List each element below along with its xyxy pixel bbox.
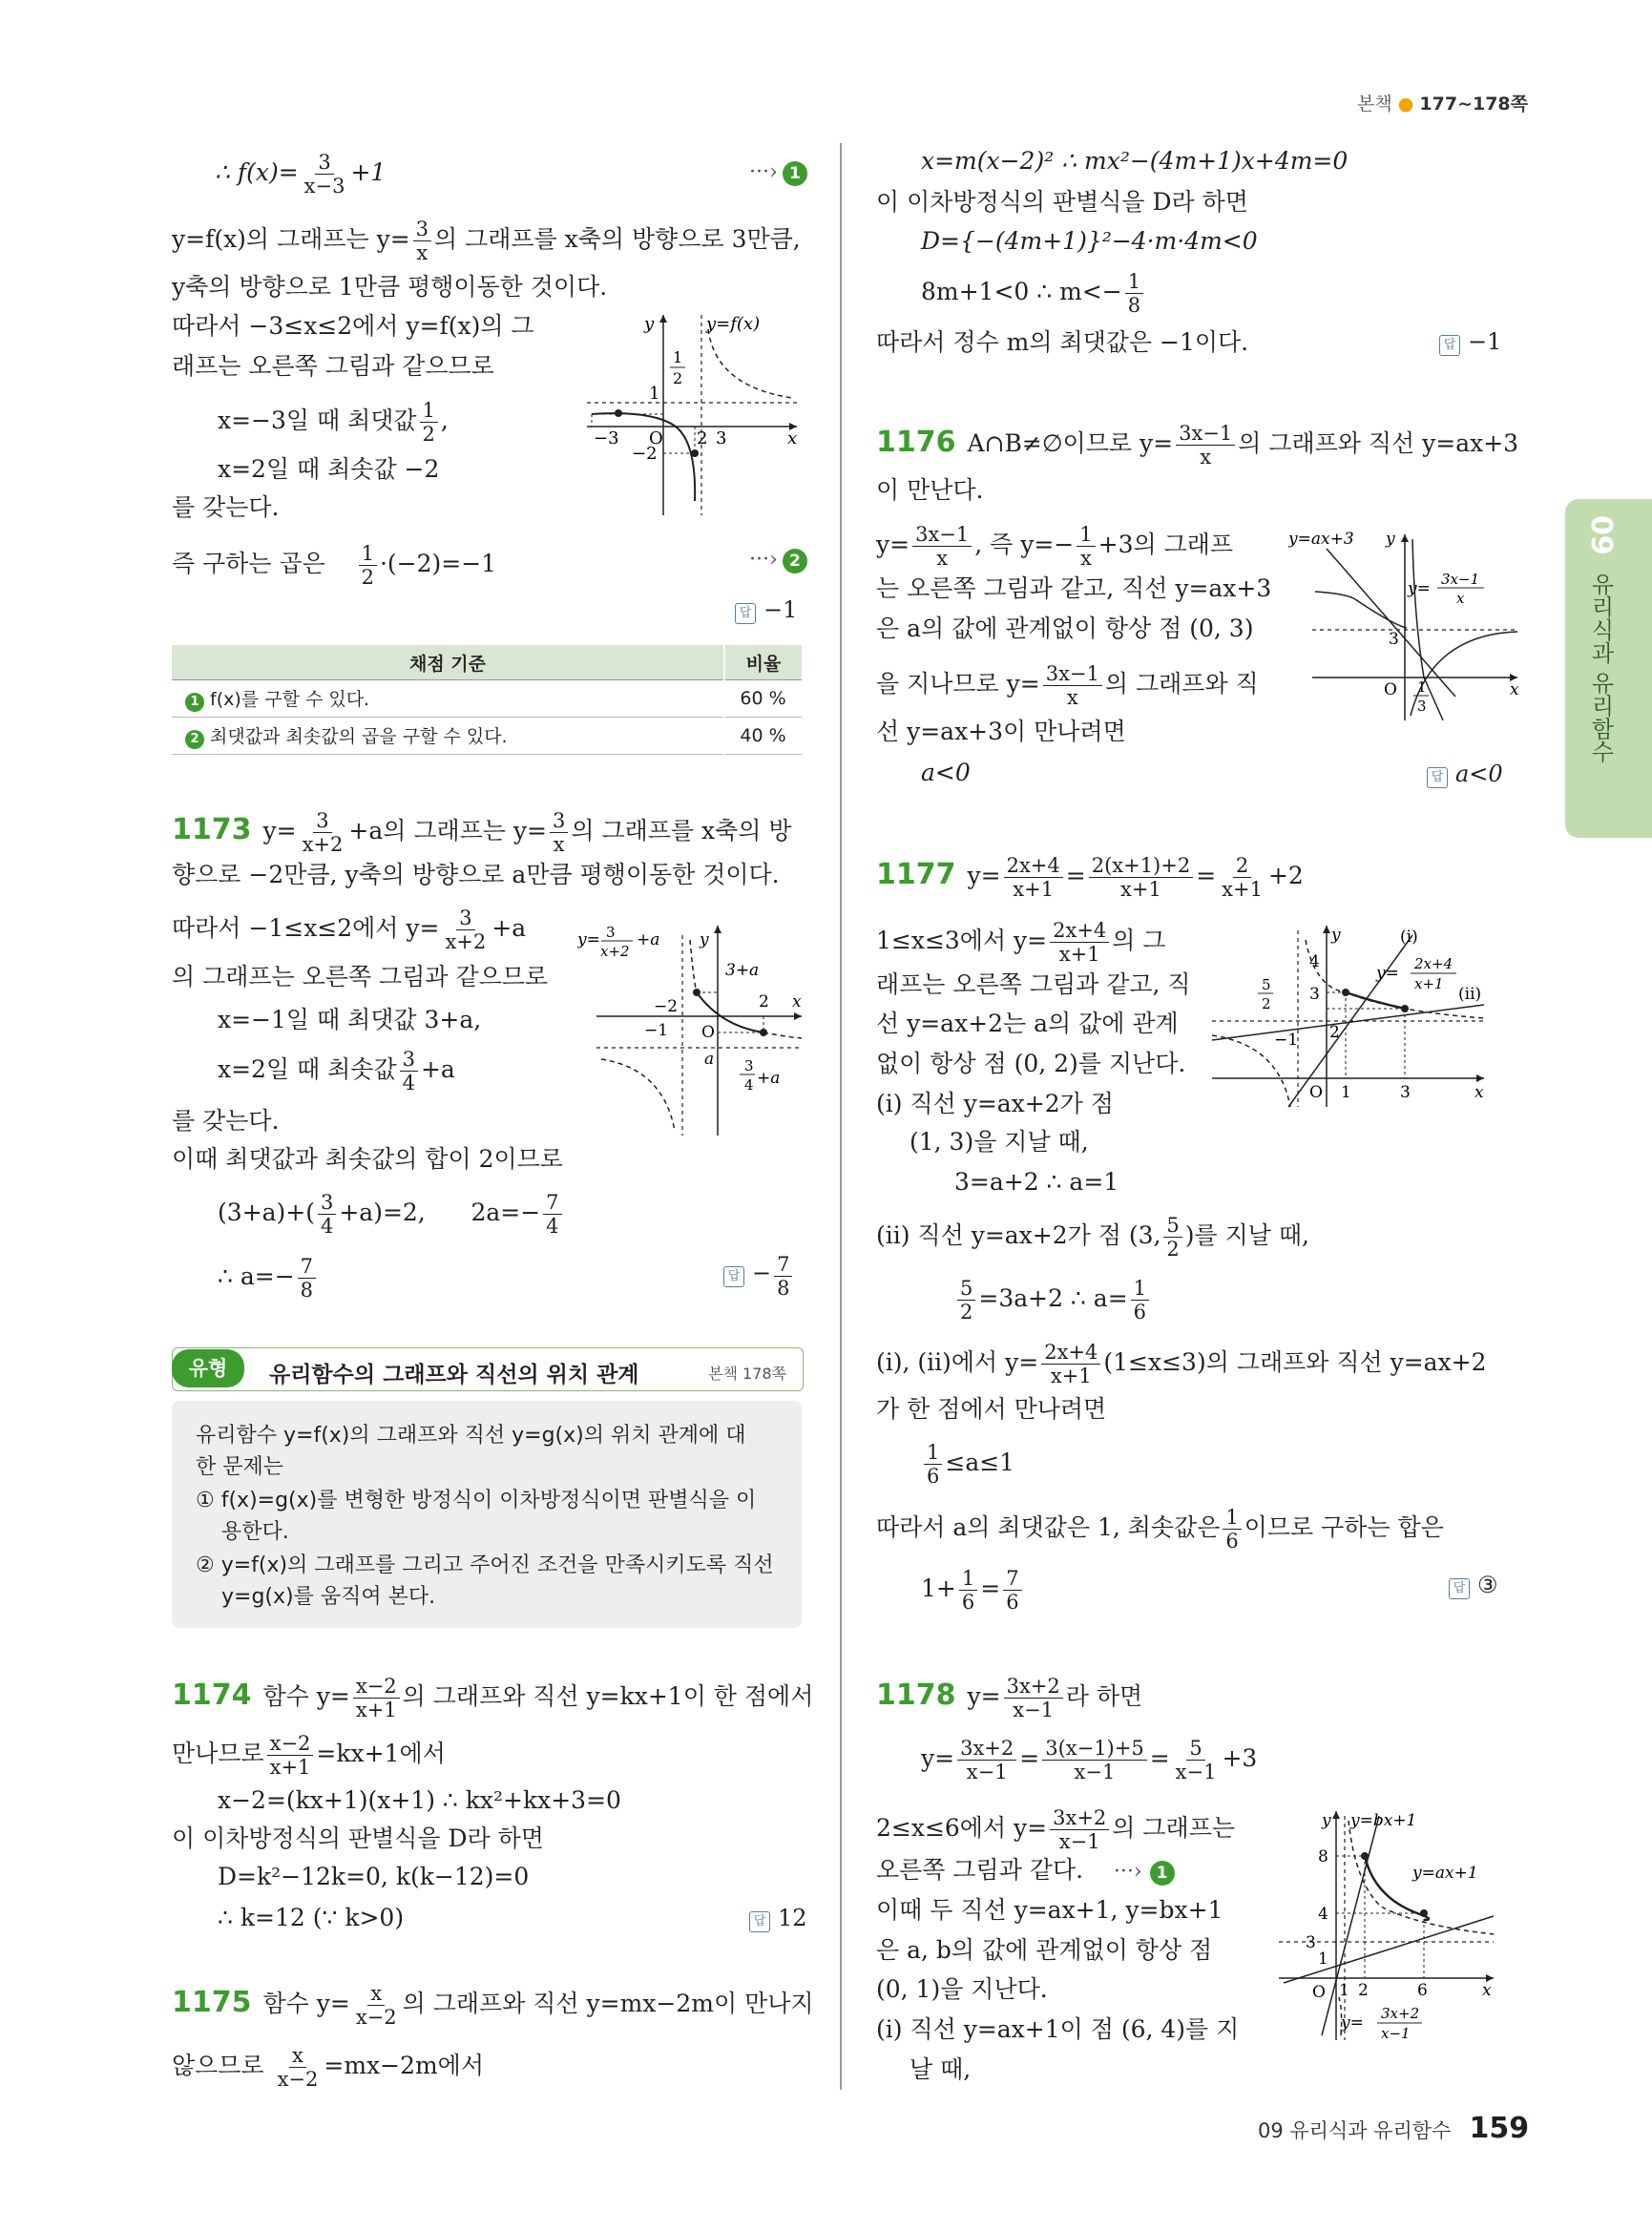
svg-text:2: 2 xyxy=(673,369,683,387)
text-line: 따라서 a의 최댓값은 1, 최솟값은 $\frac{1}{6}$ 이므로 구하는 합은 xyxy=(876,1506,1444,1553)
svg-text:y=: y= xyxy=(1408,579,1431,598)
text-line: 이 이차방정식의 판별식을 D라 하면 xyxy=(876,188,1248,216)
text-line: 따라서 정수 m의 최댓값은 −1이다. xyxy=(876,328,1249,356)
svg-text:−3: −3 xyxy=(594,428,619,448)
text-line: 래프는 오른쪽 그림과 같으므로 xyxy=(172,352,494,380)
svg-text:2: 2 xyxy=(759,992,769,1011)
svg-text:x: x xyxy=(787,428,798,448)
text-line: ∴ k=12 (∵ k>0) xyxy=(218,1904,405,1931)
text-line: 이때 최댓값과 최솟값의 합이 2이므로 xyxy=(172,1145,563,1173)
answer: 답 − $\frac{7}{8}$ xyxy=(723,1253,795,1300)
answer: 답 a<0 xyxy=(1427,761,1503,788)
answer: 답 −1 xyxy=(735,596,797,624)
problem-1176: 1176 A∩B≠∅이므로 y= $\frac{3x-1}{x}$ 의 그래프와 직선 y=ax+3 xyxy=(876,422,1519,469)
svg-text:x: x xyxy=(1474,1083,1484,1102)
answer-icon: 답 xyxy=(1439,335,1460,356)
svg-text:1: 1 xyxy=(1417,678,1427,696)
svg-text:3: 3 xyxy=(744,1057,754,1074)
svg-text:(ii): (ii) xyxy=(1458,985,1482,1004)
text-line: a<0 xyxy=(921,759,971,786)
svg-text:1: 1 xyxy=(673,348,683,366)
svg-text:x: x xyxy=(1482,1981,1492,2000)
svg-text:4: 4 xyxy=(1309,952,1320,971)
svg-text:−1: −1 xyxy=(1274,1031,1299,1050)
svg-text:x+2: x+2 xyxy=(600,943,630,960)
svg-text:y=: y= xyxy=(1376,964,1399,983)
svg-text:3+a: 3+a xyxy=(725,961,760,980)
text-line: 가 한 점에서 만나려면 xyxy=(876,1395,1107,1423)
text-line: 이 만난다. xyxy=(876,476,984,504)
svg-text:y: y xyxy=(1322,1811,1331,1830)
column-divider xyxy=(840,143,842,2090)
svg-text:O: O xyxy=(1309,1083,1323,1102)
svg-text:x−1: x−1 xyxy=(1381,2025,1411,2042)
graph-1177 xyxy=(1202,921,1489,1112)
svg-text:+a: +a xyxy=(757,1069,781,1088)
step-marker-1: 1 xyxy=(1150,1861,1175,1886)
svg-text:2: 2 xyxy=(1262,995,1271,1012)
type-16-ref: 본책 178쪽 xyxy=(708,1365,786,1383)
page-number: 159 xyxy=(1469,2112,1530,2145)
svg-text:6: 6 xyxy=(1417,1981,1428,2000)
text-line: 를 갖는다. xyxy=(172,1107,280,1135)
table-row: 2 최댓값과 최솟값의 곱을 구할 수 있다. 40 % xyxy=(172,718,802,755)
header-pages: 177~178쪽 xyxy=(1419,94,1529,115)
text-line: x=2일 때 최솟값 −2 xyxy=(218,455,440,483)
svg-text:2: 2 xyxy=(697,428,708,448)
text-line: (0, 1)을 지난다. xyxy=(876,1975,1048,2003)
text-line: 1≤x≤3에서 y= $\frac{2x+4}{x+1}$ 의 그 xyxy=(876,919,1166,966)
text-line: D={−(4m+1)}²−4·m·4m<0 xyxy=(921,227,1258,255)
header-dot-icon: ● xyxy=(1397,94,1414,115)
text-line: 유리함수 y=f(x)의 그래프와 직선 y=g(x)의 위치 관계에 대 xyxy=(196,1424,746,1448)
text-line: 1+ $\frac{1}{6}$ = $\frac{7}{6}$ xyxy=(921,1567,1025,1614)
svg-text:O: O xyxy=(1312,1983,1326,2002)
text-line: $\frac{1}{6}$ ≤a≤1 xyxy=(921,1441,1014,1488)
text-line: 이 이차방정식의 판별식을 D라 하면 xyxy=(172,1824,544,1852)
step-marker-2: ···› 2 xyxy=(749,548,807,573)
answer-icon: 답 xyxy=(723,1266,744,1287)
text-line: 이때 두 직선 y=ax+1, y=bx+1 xyxy=(876,1896,1223,1924)
svg-text:5: 5 xyxy=(1262,976,1271,993)
svg-text:y: y xyxy=(1386,530,1395,549)
answer-icon: 답 xyxy=(749,1911,770,1932)
svg-text:y=: y= xyxy=(1341,2013,1364,2033)
type-16-badge: 유형 xyxy=(172,1349,244,1387)
svg-text:y=bx+1: y=bx+1 xyxy=(1350,1811,1417,1830)
text-line: ② y=f(x)의 그래프를 그리고 주어진 조건을 만족시키도록 직선 xyxy=(196,1553,774,1577)
svg-text:y: y xyxy=(700,930,709,949)
text-line: x=−1일 때 최댓값 3+a, xyxy=(218,1006,482,1033)
text-line: (i) 직선 y=ax+2가 점 xyxy=(876,1090,1114,1117)
svg-text:2x+4: 2x+4 xyxy=(1414,955,1453,972)
text-line: 은 a의 값에 관계없이 항상 점 (0, 3) xyxy=(876,615,1254,642)
problem-1173: 1173 y= $\frac{3}{x+2}$ +a의 그래프는 y= $\frac{3}{x}$ 의 그래프를 x축의 방 xyxy=(172,809,792,856)
text-line: y=g(x)를 움직여 본다. xyxy=(221,1585,436,1609)
text-line: ① f(x)=g(x)를 변형한 방정식이 이차방정식이면 판별식을 이 xyxy=(196,1489,757,1512)
header-book: 본책 xyxy=(1357,94,1392,115)
svg-text:1: 1 xyxy=(649,384,660,404)
svg-text:y=ax+3: y=ax+3 xyxy=(1288,530,1354,549)
text-line: 날 때, xyxy=(910,2055,972,2083)
svg-text:1: 1 xyxy=(1318,1950,1328,1969)
text-line: $\frac{5}{2}$ =3a+2 ∴ a= $\frac{1}{6}$ xyxy=(954,1277,1152,1324)
table-header-ratio: 비율 xyxy=(724,645,802,680)
answer-icon: 답 xyxy=(735,603,756,624)
text-line: (1, 3)을 지날 때, xyxy=(910,1128,1089,1156)
svg-text:3x+2: 3x+2 xyxy=(1381,2005,1420,2022)
svg-text:−2: −2 xyxy=(632,444,658,464)
svg-text:x: x xyxy=(1456,590,1465,607)
svg-text:a: a xyxy=(704,1050,715,1069)
svg-text:1: 1 xyxy=(1341,1083,1351,1102)
chapter-tab-number: 09 xyxy=(1584,515,1618,555)
text-line: 즉 구하는 곱은 $\frac{1}{2}$ ·(−2)=−1 xyxy=(172,542,497,589)
svg-text:y=ax+1: y=ax+1 xyxy=(1412,1864,1478,1883)
text-line: 따라서 −1≤x≤2에서 y= $\frac{3}{x+2}$ +a xyxy=(172,907,527,953)
text-line: 만나므로 $\frac{x-2}{x+1}$ =kx+1에서 xyxy=(172,1732,446,1779)
text-line: 8m+1<0 ∴ m<− $\frac{1}{8}$ xyxy=(921,270,1146,317)
text-line: 2≤x≤6에서 y= $\frac{3x+2}{x-1}$ 의 그래프는 xyxy=(876,1806,1235,1853)
text-line: (3+a)+( $\frac{3}{4}$ +a)=2, 2a=− $\frac{7}{4}$ xyxy=(218,1191,565,1238)
chapter-tab-title: 유리식과 유리함수 xyxy=(1587,573,1614,763)
text-line: ∴ f(x)= $\frac{3}{x-3}$ +1 xyxy=(215,151,387,198)
text-line: x−2=(kx+1)(x+1) ∴ kx²+kx+3=0 xyxy=(218,1786,621,1814)
problem-1175: 1175 함수 y= $\frac{x}{x-2}$ 의 그래프와 직선 y=mx−2m이 만나지 xyxy=(172,1982,814,2029)
svg-text:8: 8 xyxy=(1318,1847,1328,1866)
svg-text:x+1: x+1 xyxy=(1414,975,1444,992)
page-footer xyxy=(1258,2112,1529,2145)
text-line: (i) 직선 y=ax+1이 점 (6, 4)를 지 xyxy=(876,2015,1240,2043)
problem-1174: 1174 함수 y= $\frac{x-2}{x+1}$ 의 그래프와 직선 y=kx+1이 한 점에서 xyxy=(172,1675,814,1721)
svg-text:3: 3 xyxy=(1306,1933,1316,1952)
problem-1177: 1177 y= $\frac{2x+4}{x+1}$ = $\frac{2(x+1)+2}{x+1}$ = $\frac{2}{x+1}$ +2 xyxy=(876,854,1304,901)
answer: 답 −1 xyxy=(1439,328,1501,356)
svg-text:O: O xyxy=(701,1023,715,1042)
svg-text:2: 2 xyxy=(1329,1023,1340,1042)
text-line: y= $\frac{3x-1}{x}$ , 즉 y=− $\frac{1}{x}$ +3의 그래프 xyxy=(876,523,1234,570)
text-line: 않으므로 $\frac{x}{x-2}$ =mx−2m에서 xyxy=(172,2044,484,2091)
svg-text:+a: +a xyxy=(637,930,660,949)
svg-text:O: O xyxy=(1384,680,1397,699)
text-line: 는 오른쪽 그림과 같고, 직선 y=ax+3 xyxy=(876,574,1272,602)
footer-chapter: 09 유리식과 유리함수 xyxy=(1258,2119,1452,2142)
text-line: ∴ a=− $\frac{7}{8}$ xyxy=(218,1255,319,1302)
svg-text:(i): (i) xyxy=(1400,928,1418,947)
text-line: 없이 항상 점 (0, 2)를 지난다. xyxy=(876,1050,1186,1077)
text-line: D=k²−12k=0, k(k−12)=0 xyxy=(218,1863,530,1890)
svg-text:3: 3 xyxy=(606,924,616,941)
graph-1176 xyxy=(1288,525,1522,725)
page-header xyxy=(1357,90,1528,115)
text-line: y=f(x)의 그래프는 y= $\frac{3}{x}$ 의 그래프를 x축의 방향으로 3만큼, xyxy=(172,218,801,264)
text-line: 래프는 오른쪽 그림과 같고, 직 xyxy=(876,970,1191,998)
svg-text:O: O xyxy=(649,428,663,448)
svg-text:3: 3 xyxy=(716,428,727,448)
step-marker-1: ···› 1 xyxy=(749,160,807,186)
svg-text:4: 4 xyxy=(1318,1905,1328,1924)
table-row: 1 f(x)를 구할 수 있다. 60 % xyxy=(172,680,802,718)
text-line: x=2일 때 최솟값 $\frac{3}{4}$ +a xyxy=(218,1048,455,1095)
svg-text:3: 3 xyxy=(1400,1083,1411,1102)
graph-1178 xyxy=(1274,1806,1498,2045)
svg-text:−2: −2 xyxy=(654,997,679,1016)
answer: 답 ③ xyxy=(1449,1572,1498,1599)
text-line: x=−3일 때 최댓값 $\frac{1}{2}$ , xyxy=(218,399,449,446)
problem-1178: 1178 y= $\frac{3x+2}{x-1}$ 라 하면 xyxy=(876,1675,1143,1721)
svg-text:4: 4 xyxy=(744,1076,754,1094)
svg-text:x: x xyxy=(792,992,802,1011)
svg-text:3: 3 xyxy=(1309,985,1320,1004)
text-line: 은 a, b의 값에 관계없이 항상 점 xyxy=(876,1936,1213,1964)
graph-1173 xyxy=(577,916,806,1140)
text-line: 선 y=ax+3이 만나려면 xyxy=(876,718,1126,745)
text-line: 용한다. xyxy=(221,1520,289,1544)
table-header-criteria: 채점 기준 xyxy=(172,645,724,680)
grading-table xyxy=(172,645,802,755)
svg-text:3x−1: 3x−1 xyxy=(1441,571,1480,588)
svg-text:y=f(x): y=f(x) xyxy=(706,314,761,334)
answer: 답 12 xyxy=(749,1905,807,1932)
svg-text:2: 2 xyxy=(1358,1981,1369,2000)
text-line: 선 y=ax+2는 a의 값에 관계 xyxy=(876,1010,1179,1037)
svg-text:x: x xyxy=(1510,680,1519,699)
answer-icon: 답 xyxy=(1427,767,1448,788)
text-line: 를 갖는다. xyxy=(172,493,280,521)
svg-text:y: y xyxy=(1331,926,1341,945)
svg-text:3: 3 xyxy=(1417,698,1427,715)
text-line: 3=a+2 ∴ a=1 xyxy=(954,1168,1119,1196)
text-line: 따라서 −3≤x≤2에서 y=f(x)의 그 xyxy=(172,312,534,340)
text-line: y= $\frac{3x+2}{x-1}$ = $\frac{3(x-1)+5}{x-1}$ = $\frac{5}{x-1}$ +3 xyxy=(921,1737,1258,1783)
type-16-title: 유리함수의 그래프와 직선의 위치 관계 xyxy=(269,1363,639,1387)
svg-text:y: y xyxy=(644,314,655,334)
svg-text:y=: y= xyxy=(577,930,600,949)
graph-1172 xyxy=(582,310,802,520)
svg-text:3: 3 xyxy=(1389,630,1399,649)
svg-text:−1: −1 xyxy=(644,1021,669,1040)
text-line: (i), (ii)에서 y= $\frac{2x+4}{x+1}$ (1≤x≤3)의 그래프와 직선 y=ax+2 xyxy=(876,1341,1487,1387)
text-line: 오른쪽 그림과 같다. ···› 1 xyxy=(876,1854,1175,1888)
svg-text:1: 1 xyxy=(1339,1981,1349,2000)
text-line: 을 지나므로 y= $\frac{3x-1}{x}$ 의 그래프와 직 xyxy=(876,662,1259,709)
text-line: x=m(x−2)² ∴ mx²−(4m+1)x+4m=0 xyxy=(921,147,1349,175)
text-line: 의 그래프는 오른쪽 그림과 같으므로 xyxy=(172,963,549,990)
text-line: 향으로 −2만큼, y축의 방향으로 a만큼 평행이동한 것이다. xyxy=(172,861,780,888)
text-line: (ii) 직선 y=ax+2가 점 (3, $\frac{5}{2}$ )를 지날 때, xyxy=(876,1214,1309,1261)
answer-icon: 답 xyxy=(1449,1578,1470,1599)
text-line: 한 문제는 xyxy=(196,1455,284,1479)
text-line: y축의 방향으로 1만큼 평행이동한 것이다. xyxy=(172,273,608,301)
